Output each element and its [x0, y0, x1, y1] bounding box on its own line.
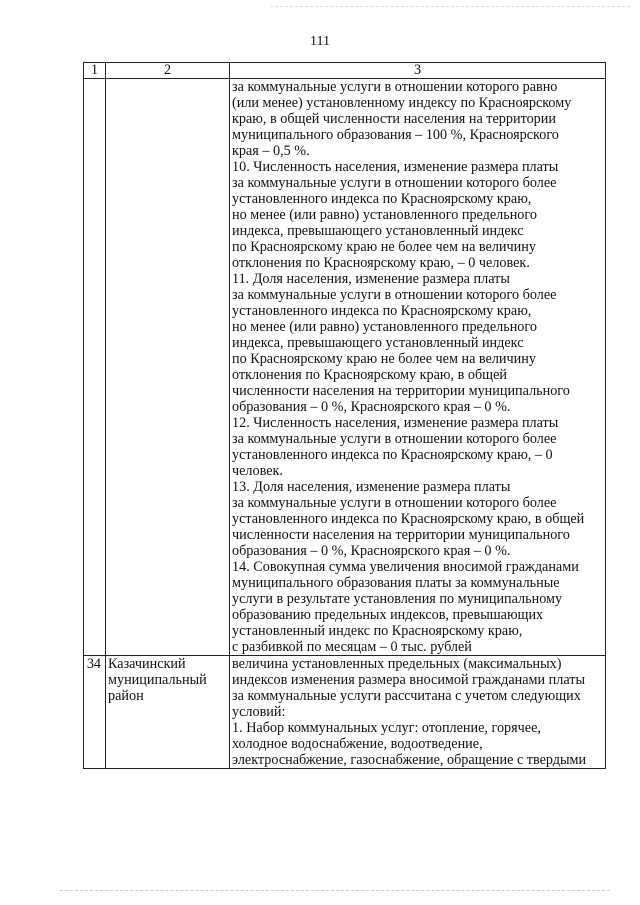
text-line: за коммунальные услуги в отношении которого более [232, 495, 557, 511]
text-line: установленный индекс по Красноярскому краю, [232, 623, 523, 639]
header-col-1: 1 [84, 63, 106, 79]
row-number: 34 [84, 656, 106, 769]
row-content [230, 656, 606, 769]
text-line: установленного индекса по Красноярскому краю, – 0 [232, 447, 553, 463]
text-line: индекса, превышающего установленный индекс [232, 223, 524, 239]
header-col-2: 2 [106, 63, 230, 79]
text-line: образованию предельных индексов, превышающих [232, 607, 544, 623]
text-line: индекса, превышающего установленный индекс [232, 335, 524, 351]
text-line: человек. [232, 463, 283, 479]
bottom-scan-edge [60, 890, 610, 891]
row-content [230, 79, 606, 656]
text-line: муниципальный [108, 672, 207, 688]
text-line: образования – 0 %, Красноярского края – 0 %. [232, 543, 511, 559]
text-line: муниципального образования – 100 %, Красноярского [232, 127, 559, 143]
text-line: края – 0,5 %. [232, 143, 310, 159]
text-line: численности населения на территории муниципального [232, 527, 570, 543]
text-line: установленного индекса по Красноярскому краю, в общей [232, 511, 585, 527]
text-line: за коммунальные услуги в отношении которого равно [232, 79, 558, 95]
top-scan-edge [270, 6, 630, 7]
text-line: отклонения по Красноярскому краю, в общей [232, 367, 507, 383]
text-line: установленного индекса по Красноярскому краю, [232, 303, 532, 319]
text-line: но менее (или равно) установленного предельного [232, 319, 537, 335]
row-number [84, 79, 106, 656]
text-line: величина установленных предельных (максимальных) [232, 656, 562, 672]
page-number: 111 [310, 34, 330, 49]
text-line: за коммунальные услуги в отношении которого более [232, 175, 557, 191]
text-line: за коммунальные услуги в отношении которого более [232, 431, 557, 447]
text-line: район [108, 688, 144, 704]
header-col-3: 3 [230, 63, 606, 79]
text-line: за коммунальные услуги в отношении которого более [232, 287, 557, 303]
text-line: по Красноярскому краю не более чем на величину [232, 239, 536, 255]
text-line: с разбивкой по месяцам – 0 тыс. рублей [232, 639, 472, 655]
text-line: 13. Доля населения, изменение размера платы [232, 479, 511, 495]
text-line: индексов изменения размера вносимой гражданами платы [232, 672, 586, 688]
text-line: численности населения на территории муниципального [232, 383, 570, 399]
table-row-continued [84, 79, 606, 656]
text-line: условий: [232, 704, 286, 720]
text-line: холодное водоснабжение, водоотведение, [232, 736, 483, 752]
text-line: но менее (или равно) установленного предельного [232, 207, 537, 223]
table-row-34 [84, 656, 606, 769]
text-line: 14. Совокупная сумма увеличения вносимой гражданами [232, 559, 579, 575]
text-line: за коммунальные услуги рассчитана с учетом следующих [232, 688, 581, 704]
row-municipality [106, 656, 230, 769]
text-line: электроснабжение, газоснабжение, обращение с твердыми [232, 752, 587, 768]
text-line: 1. Набор коммунальных услуг: отопление, горячее, [232, 720, 541, 736]
text-line: (или менее) установленному индексу по Красноярскому [232, 95, 572, 111]
text-line: образования – 0 %, Красноярского края – 0 %. [232, 399, 511, 415]
text-line: 11. Доля населения, изменение размера платы [232, 271, 510, 287]
text-line: 12. Численность населения, изменение размера платы [232, 415, 559, 431]
document-table [83, 62, 606, 769]
text-line: услуги в результате установления по муниципальному [232, 591, 563, 607]
text-line: по Красноярскому краю не более чем на величину [232, 351, 536, 367]
text-line: установленного индекса по Красноярскому краю, [232, 191, 532, 207]
text-line: Казачинский [108, 656, 186, 672]
row-municipality [106, 79, 230, 656]
text-line: 10. Численность населения, изменение размера платы [232, 159, 559, 175]
text-line: муниципального образования платы за коммунальные [232, 575, 560, 591]
text-line: отклонения по Красноярскому краю, – 0 человек. [232, 255, 530, 271]
table-header-row [84, 63, 606, 79]
text-line: краю, в общей численности населения на территории [232, 111, 556, 127]
